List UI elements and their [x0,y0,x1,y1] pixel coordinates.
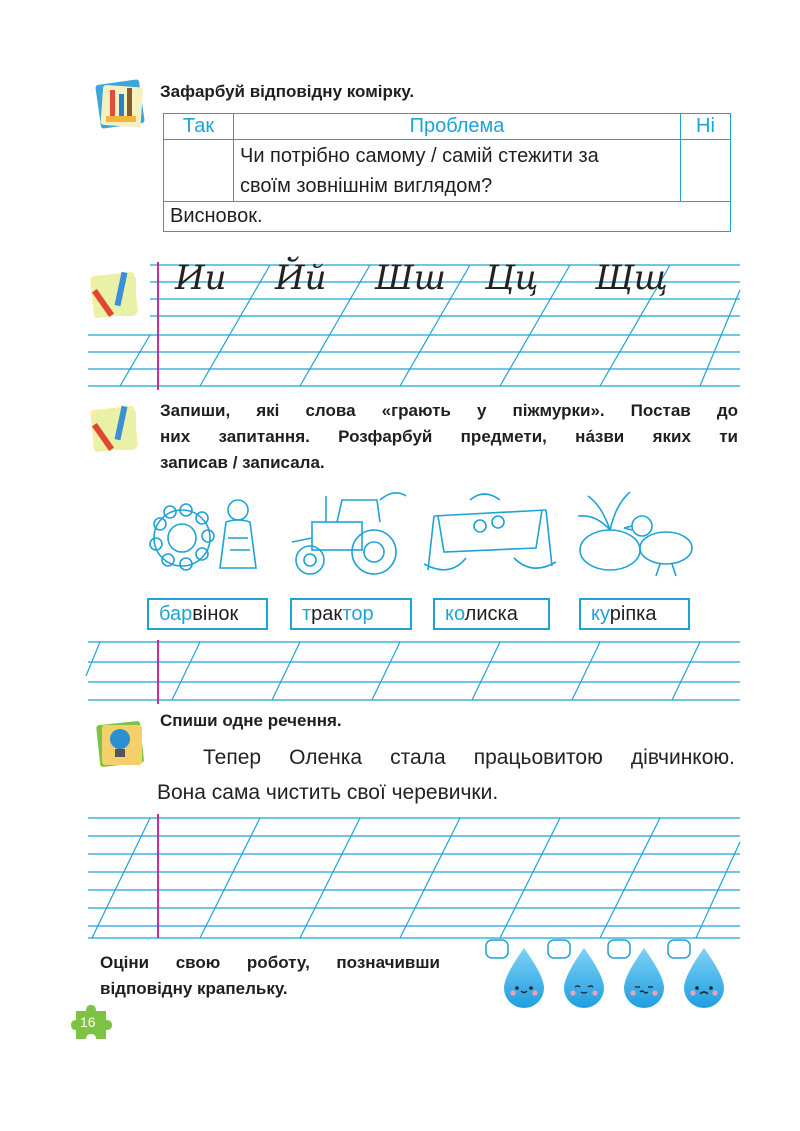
conclusion-cell[interactable]: Висновок. [164,202,731,232]
cursive-letters-row [175,258,735,318]
droplet-unsure[interactable] [608,940,664,1008]
task3-line2: них запитання. Розфарбуй предмети, на́зви яких ти [160,427,738,446]
task4-instruction: Спиши одне речення. [160,711,342,730]
droplet-rating-group [484,936,734,1010]
copybook-lines-3 [0,812,800,942]
cradle-illustration [420,486,560,582]
word-highlight: тор [342,603,374,625]
problem-table [163,113,731,232]
problem-cell [234,140,681,202]
droplet-happy[interactable] [486,940,544,1008]
word-box-barvinok [147,598,268,630]
col-yes-header: Так [164,114,234,140]
word-box-koliska [433,598,550,630]
word-box-kuripka [579,598,690,630]
word-rest: лиска [464,603,518,625]
droplet-sad[interactable] [668,940,724,1008]
task3-line3: записав / записала. [160,453,325,472]
self-assessment-text [100,950,440,1002]
pencil-icon [86,400,142,456]
word-rest: ріпка [609,603,657,625]
word-box-traktor [290,598,412,630]
no-cell[interactable] [681,140,731,202]
self-assessment-line1: Оціни свою роботу, позначивши [100,953,440,972]
cursive-letter: Йй [275,258,327,298]
page-number-badge [70,1003,114,1043]
cursive-letter: Цц [485,258,539,298]
tractor-illustration [282,482,412,582]
word-highlight: ко [445,603,465,625]
droplet-content[interactable] [548,940,604,1008]
task3-line1: Запиши, які слова «грають у піжмурки». Постав до [160,401,738,420]
col-problem-header: Проблема [234,114,681,140]
yes-cell[interactable] [164,140,234,202]
page-number: 16 [80,1014,96,1030]
col-no-header: Ні [681,114,731,140]
word-rest: рак [311,603,343,625]
word-highlight: т [302,603,312,625]
copybook-lines-2 [0,636,800,706]
sentence-line2: Вона сама чистить свої черевички. [157,781,499,804]
self-assessment-line2: відповідну крапельку. [100,979,288,998]
cursive-letter: Щщ [595,258,668,298]
turnip-and-chick-illustration [572,484,702,580]
task3-instruction [160,398,738,476]
periwinkle-wreath-illustration [140,488,265,583]
cursive-letter: Шш [375,258,447,298]
word-highlight: бар [159,603,193,625]
task1-instruction: Зафарбуй відповідну комірку. [160,82,415,101]
problem-line1: Чи потрібно самому / самій стежити за [240,145,599,167]
word-highlight: ку [591,603,610,625]
cursive-letter: Ии [175,258,227,298]
problem-line2: своїм зовнішнім виглядом? [240,175,493,197]
lightbulb-icon [92,715,148,771]
paint-palette-icon [92,76,148,132]
sentence-line1: Тепер Оленка стала працьовитою дівчинкою. [203,746,735,769]
word-rest: вінок [192,603,239,625]
